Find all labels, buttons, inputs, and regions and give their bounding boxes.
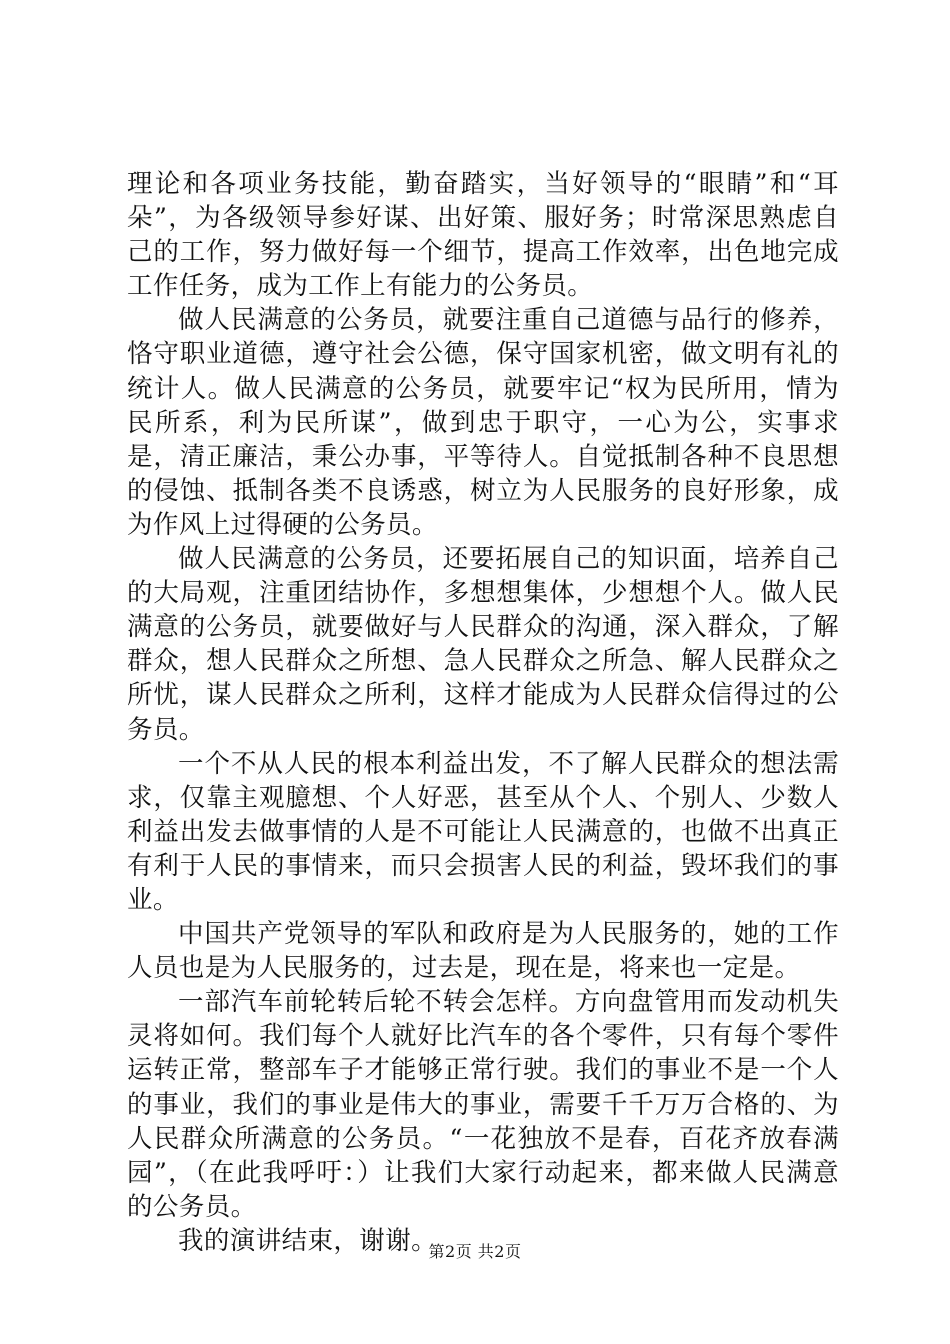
document-body xyxy=(127,167,839,1258)
paragraph-6: 一部汽车前轮转后轮不转会怎样。方向盘管用而发动机失灵将如何。我们每个人就好比汽车的各个零件，只有每个零件运转正常，整部车子才能够正常行驶。我们的事业不是一个人的事业，我们的事业是伟大的事业，需要千千万万合格的、为人民群众所满意的公务员。“一花独放不是春，百花齐放春满园”，（在此我呼吁：）让我们大家行动起来，都来做人民满意的公务员。 xyxy=(127,987,839,1222)
paragraph-3: 做人民满意的公务员，还要拓展自己的知识面，培养自己的大局观，注重团结协作，多想想集体，少想想个人。做人民满意的公务员，就要做好与人民群众的沟通，深入群众，了解群众，想人民群众之所想、急人民群众之所急、解人民群众之所忧，谋人民群众之所利，这样才能成为人民群众信得过的公务员。 xyxy=(127,544,839,745)
paragraph-4: 一个不从人民的根本利益出发，不了解人民群众的想法需求，仅靠主观臆想、个人好恶，甚至从个人、个别人、少数人利益出发去做事情的人是不可能让人民满意的，也做不出真正有利于人民的事情来，而只会损害人民的利益，毁坏我们的事业。 xyxy=(127,748,839,915)
paragraph-2: 做人民满意的公务员，就要注重自己道德与品行的修养，恪守职业道德，遵守社会公德，保守国家机密，做文明有礼的统计人。做人民满意的公务员，就要牢记“权为民所用，情为民所系，利为民所谋”，做到忠于职守，一心为公，实事求是，清正廉洁，秉公办事，平等待人。自觉抵制各种不良思想的侵蚀、抵制各类不良诱惑，树立为人民服务的良好形象，成为作风上过得硬的公务员。 xyxy=(127,305,839,540)
paragraph-1: 理论和各项业务技能，勤奋踏实，当好领导的“眼睛”和“耳朵”，为各级领导参好谋、出好策、服好务；时常深思熟虑自己的工作，努力做好每一个细节，提高工作效率，出色地完成工作任务，成为工作上有能力的公务员。 xyxy=(127,169,839,302)
page-number-footer: 第2页 共2页 xyxy=(428,1242,522,1261)
paragraph-5: 中国共产党领导的军队和政府是为人民服务的，她的工作人员也是为人民服务的，过去是，现在是，将来也一定是。 xyxy=(127,919,839,984)
paragraph-7: 我的演讲结束，谢谢。 xyxy=(178,1225,438,1256)
